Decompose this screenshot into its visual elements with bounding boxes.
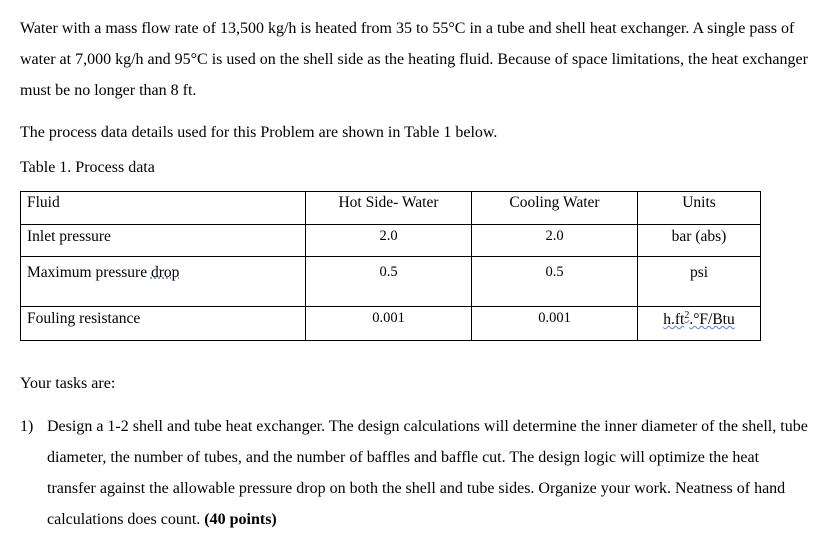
- table-row: [21, 257, 761, 307]
- units-part-a: h.ft: [663, 311, 685, 329]
- cell-hot-fouling-resistance: 0.001: [306, 307, 472, 341]
- cell-units-inlet-pressure: bar (abs): [638, 225, 761, 257]
- row-label-fouling-resistance: Fouling resistance: [21, 307, 306, 341]
- cell-cool-inlet-pressure: 2.0: [472, 225, 638, 257]
- cell-units-fouling-resistance: [638, 307, 761, 341]
- task-body: [47, 411, 810, 535]
- spellcheck-marked-word: drop: [150, 264, 180, 281]
- table-row: [21, 225, 761, 257]
- row-label-max-pressure-drop: [21, 257, 306, 307]
- table-caption: Table 1. Process data: [20, 159, 155, 176]
- task-text: Design a 1-2 shell and tube heat exchanger. The design calculations will determine the inner diameter of the shell, tube diameter, the number of tubes, and the number of baffles and baffle cut. The design logic will optimize the heat transfer against the allowable pressure drop on both the shell and tube sides. Organize your work. Neatness of hand calculations does count.: [47, 418, 808, 528]
- cell-cool-fouling-resistance: 0.001: [472, 307, 638, 341]
- header-cooling-water: Cooling Water: [472, 192, 638, 225]
- task-number: 1): [20, 418, 34, 435]
- table-row: [21, 307, 761, 341]
- cell-cool-max-pressure-drop: 0.5: [472, 257, 638, 307]
- header-units: Units: [638, 192, 761, 225]
- process-data-sentence: The process data details used for this Problem are shown in Table 1 below.: [20, 124, 498, 141]
- row-label-inlet-pressure: Inlet pressure: [21, 225, 306, 257]
- tasks-label: Your tasks are:: [20, 375, 116, 392]
- cell-units-max-pressure-drop: psi: [638, 257, 761, 307]
- units-superscript: 2: [684, 310, 690, 321]
- units-part-b: .°F/Btu: [689, 311, 735, 329]
- header-hot-side: Hot Side- Water: [306, 192, 472, 225]
- task-points: (40 points): [204, 511, 277, 528]
- label-text: Maximum pressure: [27, 264, 151, 281]
- header-fluid: Fluid: [21, 192, 306, 225]
- task-item: [20, 411, 810, 535]
- process-data-table: [20, 191, 761, 341]
- table-header-row: [21, 192, 761, 225]
- cell-hot-inlet-pressure: 2.0: [306, 225, 472, 257]
- cell-hot-max-pressure-drop: 0.5: [306, 257, 472, 307]
- intro-paragraph: Water with a mass flow rate of 13,500 kg/h is heated from 35 to 55°C in a tube and shell heat exchanger. A single pass of water at 7,000 kg/h and 95°C is used on the shell side as the heating fluid. Because of space limitations, the heat exchanger must be no longer than 8 ft.: [20, 20, 808, 99]
